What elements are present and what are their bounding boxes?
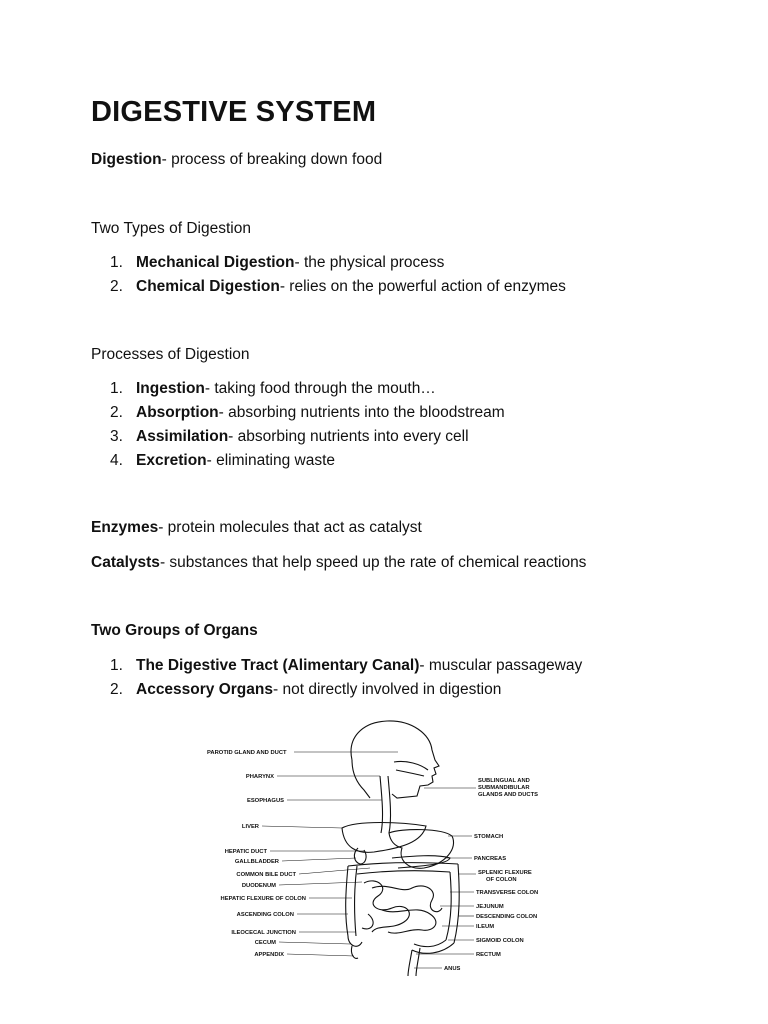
- label-pancreas: PANCREAS: [474, 856, 507, 862]
- types-heading: Two Types of Digestion: [91, 220, 251, 237]
- label-duodenum: DUODENUM: [241, 883, 276, 889]
- catalysts-term: Catalysts: [91, 554, 160, 571]
- list-item: 2. Absorption- absorbing nutrients into the bloodstream: [110, 404, 505, 421]
- label-stomach: STOMACH: [474, 834, 504, 840]
- label-hepatic-flexure: HEPATIC FLEXURE OF COLON: [220, 896, 306, 902]
- organs-heading: Two Groups of Organs: [91, 622, 258, 639]
- label-rectum: RECTUM: [476, 952, 501, 958]
- list-item: 1. Mechanical Digestion- the physical process: [110, 254, 445, 271]
- catalysts-text: - substances that help speed up the rate of chemical reactions: [159, 554, 587, 571]
- label-ileocecal-junction: ILEOCECAL JUNCTION: [231, 930, 296, 936]
- page-title: DIGESTIVE SYSTEM: [91, 96, 377, 128]
- label-anus: ANUS: [444, 966, 461, 972]
- label-appendix: APPENDIX: [254, 952, 284, 958]
- enzymes-text: - protein molecules that act as catalyst: [158, 519, 422, 536]
- label-parotid-gland: PAROTID GLAND AND DUCT: [207, 750, 287, 756]
- label-transverse-colon: TRANSVERSE COLON: [476, 890, 539, 896]
- label-ascending-colon: ASCENDING COLON: [236, 912, 294, 918]
- label-splenic-flexure-1: SPLENIC FLEXURE: [478, 870, 532, 876]
- label-descending-colon: DESCENDING COLON: [476, 914, 538, 920]
- label-liver: LIVER: [241, 824, 259, 830]
- label-esophagus: ESOPHAGUS: [246, 798, 284, 804]
- label-gallbladder: GALLBLADDER: [234, 859, 279, 865]
- digestive-system-illustration: [202, 718, 552, 980]
- list-item: 4. Excretion- eliminating waste: [110, 452, 335, 469]
- processes-list: [110, 377, 505, 473]
- label-common-bile-duct: COMMON BILE DUCT: [236, 872, 296, 878]
- list-item: 3. Assimilation- absorbing nutrients into every cell: [110, 428, 469, 445]
- catalysts-definition: [91, 553, 586, 573]
- digestive-system-diagram: [202, 718, 552, 980]
- enzymes-definition: [91, 518, 422, 538]
- label-sublingual-2: SUBMANDIBULAR: [478, 785, 530, 791]
- digestion-definition: [91, 150, 382, 170]
- label-sigmoid-colon: SIGMOID COLON: [476, 938, 524, 944]
- label-splenic-flexure-2: OF COLON: [486, 877, 517, 883]
- label-cecum: CECUM: [254, 940, 276, 946]
- label-hepatic-duct: HEPATIC DUCT: [224, 849, 267, 855]
- label-sublingual-1: SUBLINGUAL AND: [478, 778, 530, 784]
- digestion-term: Digestion: [91, 151, 162, 168]
- list-item: 1. The Digestive Tract (Alimentary Canal)- muscular passageway: [110, 657, 583, 674]
- label-sublingual-3: GLANDS AND DUCTS: [478, 792, 539, 798]
- list-item: 2. Chemical Digestion- relies on the powerful action of enzymes: [110, 278, 566, 295]
- anatomy-drawing: [342, 721, 459, 976]
- list-item: 1. Ingestion- taking food through the mouth…: [110, 380, 436, 397]
- types-list: [110, 251, 566, 299]
- label-ileum: ILEUM: [476, 924, 495, 930]
- left-labels: [207, 750, 306, 958]
- list-item: 2. Accessory Organs- not directly involved in digestion: [110, 681, 502, 698]
- enzymes-term: Enzymes: [91, 519, 159, 536]
- label-jejunum: JEJUNUM: [476, 904, 504, 910]
- label-pharynx: PHARYNX: [245, 774, 274, 780]
- processes-heading: Processes of Digestion: [91, 346, 250, 363]
- digestion-text: - process of breaking down food: [161, 151, 383, 168]
- organs-list: [110, 654, 582, 702]
